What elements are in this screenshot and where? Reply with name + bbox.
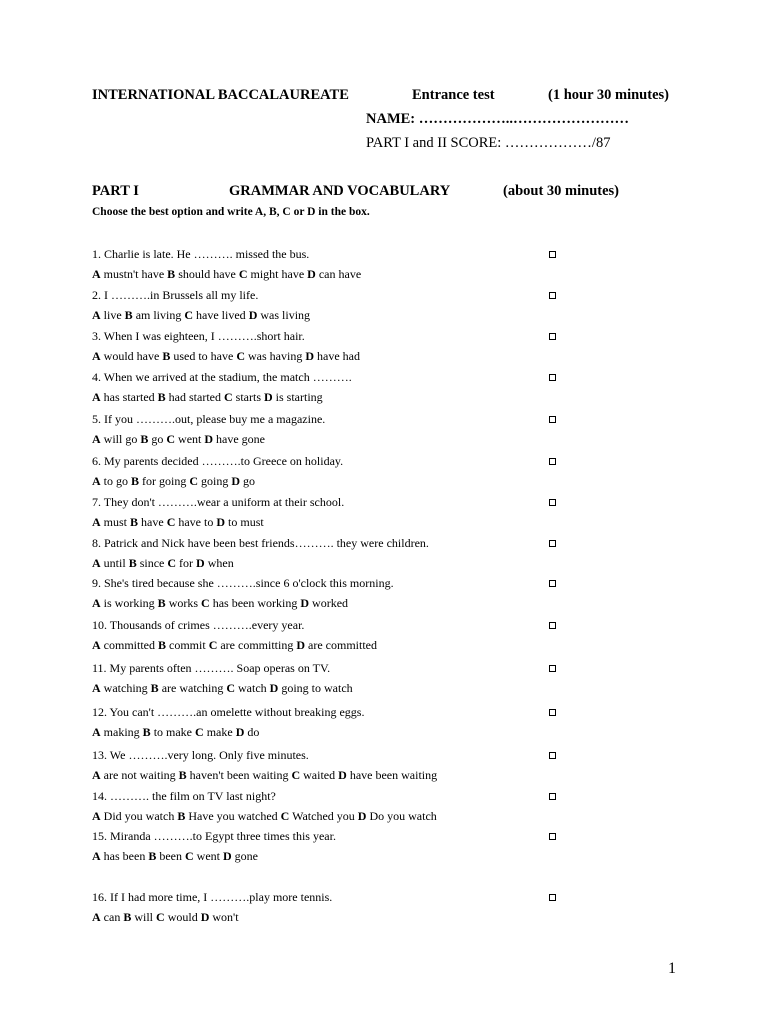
- option-letter: B: [157, 390, 166, 404]
- question-text: 14. ………. the film on TV last night?: [92, 789, 276, 803]
- option-text: has been working: [212, 596, 298, 610]
- option-letter: D: [338, 768, 347, 782]
- answer-box[interactable]: [549, 833, 556, 840]
- option-letter: C: [291, 768, 301, 782]
- option-text: mustn't have: [103, 267, 165, 281]
- option-text: watch: [238, 681, 267, 695]
- option-letter: D: [296, 638, 306, 652]
- question-options: [92, 638, 377, 653]
- question-options: [92, 349, 360, 364]
- option-letter: D: [204, 432, 214, 446]
- option-text: am living: [135, 308, 182, 322]
- answer-box[interactable]: [549, 752, 556, 759]
- option-letter: C: [201, 596, 210, 610]
- answer-box[interactable]: [549, 251, 556, 258]
- answer-box[interactable]: [549, 665, 556, 672]
- option-letter: C: [208, 638, 218, 652]
- option-letter: A: [92, 432, 101, 446]
- question-options: [92, 596, 348, 611]
- answer-box[interactable]: [549, 709, 556, 716]
- option-text: go: [151, 432, 164, 446]
- question-options: [92, 308, 310, 323]
- option-text: haven't been waiting: [189, 768, 289, 782]
- program-title: INTERNATIONAL BACCALAUREATE: [92, 87, 349, 103]
- option-letter: B: [167, 267, 176, 281]
- option-letter: A: [92, 725, 101, 739]
- question-options: [92, 910, 239, 925]
- question-text: 1. Charlie is late. He ………. missed the bus.: [92, 247, 310, 261]
- question-text: 8. Patrick and Nick have been best friends………. they were children.: [92, 536, 429, 550]
- option-text: when: [207, 556, 234, 570]
- option-letter: C: [167, 556, 177, 570]
- option-letter: A: [92, 349, 101, 363]
- option-letter: A: [92, 596, 101, 610]
- option-letter: D: [357, 809, 367, 823]
- option-text: have been waiting: [349, 768, 438, 782]
- option-text: do: [247, 725, 260, 739]
- option-text: went: [196, 849, 220, 863]
- option-letter: B: [157, 596, 166, 610]
- option-text: is starting: [275, 390, 323, 404]
- score-field: PART I and II SCORE: ………………/87: [366, 135, 611, 151]
- question-text: 10. Thousands of crimes ……….every year.: [92, 618, 305, 632]
- option-letter: B: [162, 349, 171, 363]
- option-text: watching: [103, 681, 148, 695]
- option-text: went: [178, 432, 202, 446]
- option-text: works: [168, 596, 199, 610]
- option-letter: D: [248, 308, 258, 322]
- option-text: has started: [103, 390, 155, 404]
- option-text: was living: [260, 308, 311, 322]
- option-letter: C: [189, 474, 199, 488]
- option-text: waited: [303, 768, 336, 782]
- question-text: 4. When we arrived at the stadium, the match ……….: [92, 370, 352, 384]
- answer-box[interactable]: [549, 793, 556, 800]
- option-letter: A: [92, 308, 101, 322]
- option-letter: A: [92, 910, 101, 924]
- question-text: 3. When I was eighteen, I ……….short hair.: [92, 329, 305, 343]
- question-options: [92, 681, 353, 696]
- option-text: must: [103, 515, 128, 529]
- option-text: would: [167, 910, 198, 924]
- option-letter: D: [231, 474, 241, 488]
- option-letter: B: [124, 308, 133, 322]
- option-text: making: [103, 725, 140, 739]
- option-text: will: [134, 910, 154, 924]
- option-letter: D: [216, 515, 226, 529]
- option-text: Did you watch: [103, 809, 175, 823]
- option-text: can have: [318, 267, 362, 281]
- option-text: might have: [250, 267, 305, 281]
- option-letter: C: [195, 725, 204, 739]
- question-text: 2. I ……….in Brussels all my life.: [92, 288, 259, 302]
- option-letter: C: [226, 681, 235, 695]
- question-text: 7. They don't ……….wear a uniform at their school.: [92, 495, 345, 509]
- option-letter: D: [235, 725, 245, 739]
- option-text: live: [103, 308, 122, 322]
- option-text: to must: [228, 515, 264, 529]
- option-text: commit: [169, 638, 206, 652]
- question-options: [92, 725, 259, 740]
- question-options: [92, 809, 437, 824]
- option-text: Do you watch: [369, 809, 437, 823]
- question-text: 11. My parents often ………. Soap operas on TV.: [92, 661, 331, 675]
- option-letter: D: [305, 349, 314, 363]
- option-text: won't: [212, 910, 239, 924]
- question-text: 16. If I had more time, I ……….play more tennis.: [92, 890, 333, 904]
- option-letter: A: [92, 267, 101, 281]
- part-title: GRAMMAR AND VOCABULARY: [229, 183, 451, 199]
- option-letter: B: [130, 515, 139, 529]
- option-text: was having: [248, 349, 303, 363]
- question-text: 9. She's tired because she ……….since 6 o'clock this morning.: [92, 576, 394, 590]
- option-text: since: [139, 556, 165, 570]
- page-number: 1: [668, 960, 676, 977]
- option-text: have to: [178, 515, 214, 529]
- option-text: used to have: [173, 349, 234, 363]
- option-letter: B: [123, 910, 132, 924]
- option-letter: B: [148, 849, 157, 863]
- option-letter: A: [92, 809, 101, 823]
- instruction: Choose the best option and write A, B, C or D in the box.: [92, 206, 370, 218]
- option-letter: A: [92, 849, 101, 863]
- option-letter: B: [158, 638, 167, 652]
- option-letter: C: [223, 390, 233, 404]
- option-letter: D: [196, 556, 205, 570]
- option-letter: A: [92, 768, 101, 782]
- answer-box[interactable]: [549, 540, 556, 547]
- question-text: 5. If you ……….out, please buy me a magazine.: [92, 412, 326, 426]
- name-field: NAME: ………………..……………………: [366, 111, 630, 127]
- option-text: until: [103, 556, 126, 570]
- option-text: for: [179, 556, 194, 570]
- option-text: Have you watched: [188, 809, 278, 823]
- option-text: has been: [103, 849, 149, 863]
- question-text: 13. We ……….very long. Only five minutes.: [92, 748, 309, 762]
- option-text: are watching: [161, 681, 224, 695]
- option-letter: D: [264, 390, 273, 404]
- option-text: had started: [168, 390, 221, 404]
- option-letter: B: [140, 432, 149, 446]
- option-text: going to watch: [281, 681, 353, 695]
- option-letter: B: [178, 768, 187, 782]
- option-text: are not waiting: [103, 768, 176, 782]
- option-text: to go: [103, 474, 129, 488]
- question-text: 12. You can't ……….an omelette without breaking eggs.: [92, 705, 365, 719]
- answer-box[interactable]: [549, 580, 556, 587]
- option-text: starts: [235, 390, 261, 404]
- answer-box[interactable]: [549, 622, 556, 629]
- option-text: make: [206, 725, 233, 739]
- question-options: [92, 267, 361, 282]
- option-letter: A: [92, 638, 101, 652]
- option-text: are committed: [308, 638, 377, 652]
- answer-box[interactable]: [549, 458, 556, 465]
- option-text: go: [243, 474, 256, 488]
- option-letter: B: [128, 556, 137, 570]
- question-options: [92, 390, 323, 405]
- question-options: [92, 768, 437, 783]
- option-text: going: [201, 474, 229, 488]
- option-letter: D: [269, 681, 279, 695]
- option-text: are committing: [220, 638, 294, 652]
- option-text: been: [159, 849, 182, 863]
- option-text: have lived: [196, 308, 246, 322]
- option-letter: A: [92, 474, 101, 488]
- option-text: should have: [178, 267, 236, 281]
- option-text: have had: [317, 349, 360, 363]
- option-letter: B: [177, 809, 186, 823]
- option-letter: C: [280, 809, 290, 823]
- question-text: 6. My parents decided ……….to Greece on holiday.: [92, 454, 344, 468]
- option-text: is working: [103, 596, 155, 610]
- option-text: would have: [103, 349, 160, 363]
- option-text: for going: [142, 474, 187, 488]
- question-options: [92, 556, 234, 571]
- option-letter: C: [185, 849, 194, 863]
- option-letter: D: [307, 267, 316, 281]
- option-text: have gone: [216, 432, 266, 446]
- option-letter: D: [200, 910, 210, 924]
- option-text: will go: [103, 432, 138, 446]
- option-letter: D: [300, 596, 310, 610]
- option-letter: A: [92, 681, 101, 695]
- question-options: [92, 474, 255, 489]
- question-text: 15. Miranda ……….to Egypt three times this year.: [92, 829, 336, 843]
- question-options: [92, 849, 258, 864]
- option-text: worked: [312, 596, 349, 610]
- option-letter: A: [92, 556, 101, 570]
- option-letter: C: [166, 432, 176, 446]
- answer-box[interactable]: [549, 374, 556, 381]
- option-letter: C: [184, 308, 194, 322]
- question-options: [92, 515, 264, 530]
- option-letter: D: [223, 849, 232, 863]
- part-time: (about 30 minutes): [503, 183, 620, 199]
- option-letter: A: [92, 390, 101, 404]
- option-letter: C: [156, 910, 165, 924]
- option-text: committed: [103, 638, 155, 652]
- option-text: Watched you: [292, 809, 355, 823]
- option-letter: B: [131, 474, 140, 488]
- answer-box[interactable]: [549, 894, 556, 901]
- option-text: gone: [234, 849, 258, 863]
- option-letter: C: [236, 349, 245, 363]
- option-letter: B: [150, 681, 159, 695]
- option-text: have: [141, 515, 164, 529]
- answer-box[interactable]: [549, 499, 556, 506]
- answer-box[interactable]: [549, 292, 556, 299]
- answer-box[interactable]: [549, 416, 556, 423]
- test-name: Entrance test: [412, 87, 495, 103]
- option-text: can: [103, 910, 121, 924]
- option-letter: B: [142, 725, 151, 739]
- test-duration: (1 hour 30 minutes): [548, 87, 669, 103]
- option-text: to make: [153, 725, 193, 739]
- question-options: [92, 432, 265, 447]
- option-letter: A: [92, 515, 101, 529]
- option-letter: C: [238, 267, 248, 281]
- answer-box[interactable]: [549, 333, 556, 340]
- part-label: PART I: [92, 183, 139, 199]
- option-letter: C: [166, 515, 176, 529]
